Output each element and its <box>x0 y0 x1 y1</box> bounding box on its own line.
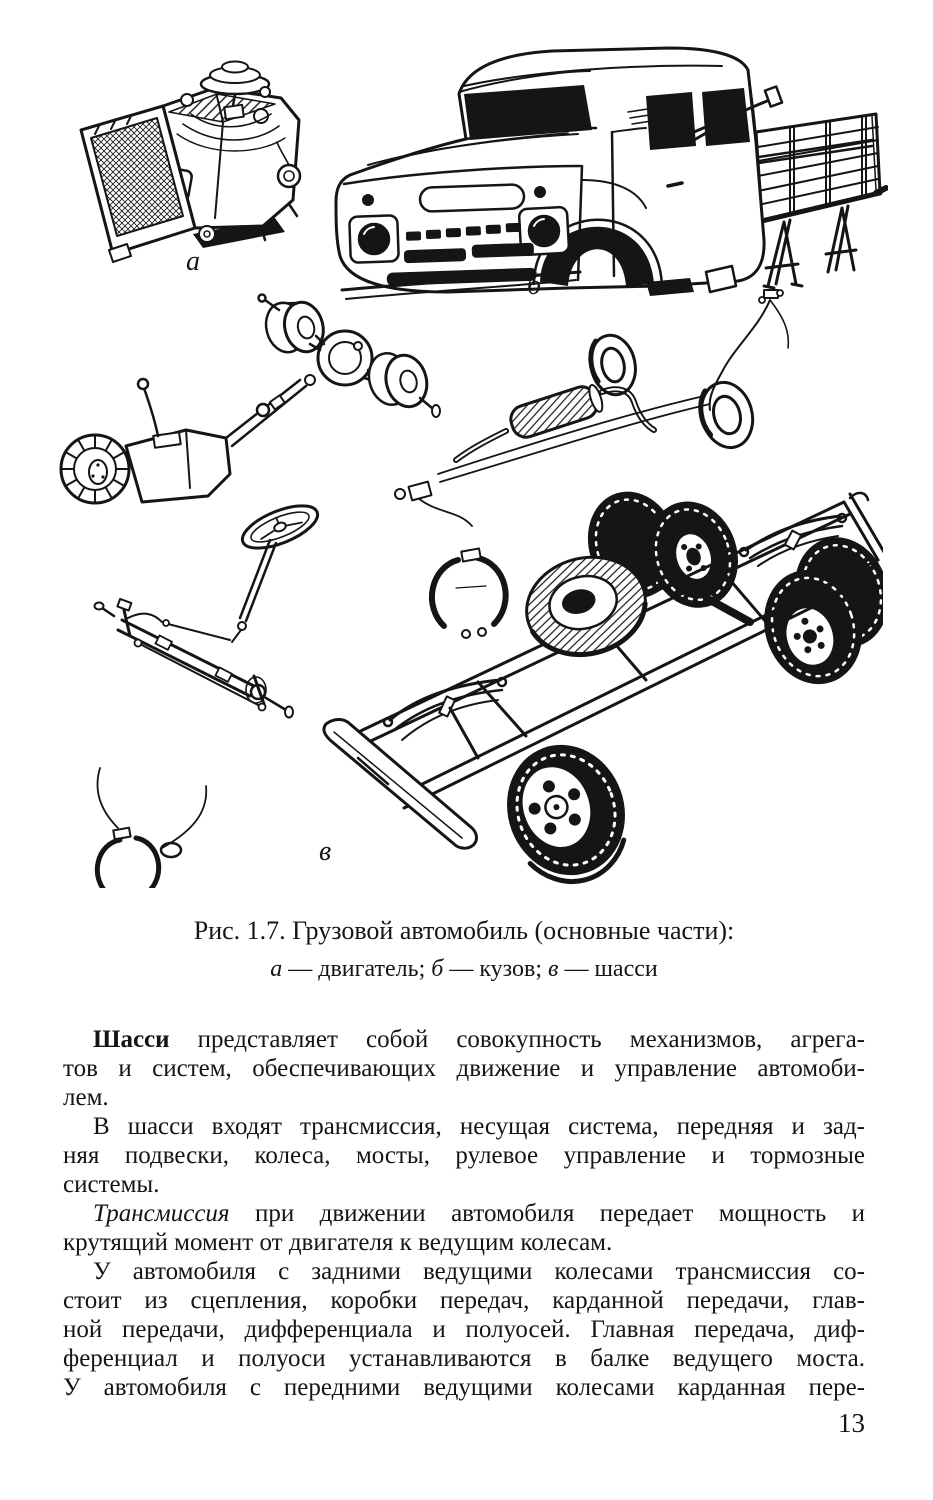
figure-label-engine: а <box>186 246 200 277</box>
engine-figure <box>65 58 315 273</box>
text-segment: — двигатель; <box>282 956 432 982</box>
text-line: системы. <box>63 1171 160 1198</box>
text-segment: Шасси <box>93 1026 170 1053</box>
chassis-illustration <box>58 288 883 888</box>
figure-caption: Рис. 1.7. Грузовой автомобиль (основные части): <box>193 916 735 945</box>
text-line <box>63 1025 865 1054</box>
body-text <box>63 1025 865 1402</box>
figure-label-body: б <box>527 270 542 301</box>
text-line: В шасси входят трансмиссия, несущая система, передняя и зад- <box>93 1113 865 1140</box>
text-line <box>63 1199 865 1228</box>
text-segment: представляет собой совокупность механизмов, агрега- <box>169 1026 865 1053</box>
text-segment: — шасси <box>558 956 658 982</box>
text-segment: — кузов; <box>443 956 549 982</box>
text-line: ной передачи, дифференциала и полуосей. Главная передача, диф- <box>63 1316 865 1343</box>
truck-body-illustration <box>328 40 888 305</box>
text-segment: при движении автомобиля передает мощность и <box>229 1200 865 1227</box>
text-segment: в <box>548 956 559 982</box>
chassis-figure <box>58 288 883 888</box>
text-segment: а <box>270 956 283 982</box>
figure-label-chassis: в <box>319 836 332 867</box>
engine-illustration <box>65 58 315 273</box>
text-line: тов и систем, обеспечивающих движение и управление автомоби- <box>63 1055 865 1082</box>
text-segment: Трансмиссия <box>93 1200 230 1227</box>
truck-body-figure <box>328 40 888 305</box>
text-line: лем. <box>63 1084 109 1111</box>
text-line: крутящий момент от двигателя к ведущим колесам. <box>63 1229 613 1256</box>
figure-caption-key <box>63 955 865 983</box>
text-line: няя подвески, колеса, мосты, рулевое управление и тормозные <box>63 1142 865 1169</box>
text-line: стоит из сцепления, коробки передач, карданной передачи, глав- <box>63 1287 865 1314</box>
text-line: ференциал и полуоси устанавливаются в балке ведущего моста. <box>63 1345 865 1372</box>
text-segment: б <box>431 956 444 982</box>
page-number: 13 <box>838 1408 865 1438</box>
text-line: У автомобиля с задними ведущими колесами трансмиссия со- <box>93 1258 865 1285</box>
text-line: У автомобиля с передними ведущими колесами карданная пере- <box>63 1374 865 1401</box>
